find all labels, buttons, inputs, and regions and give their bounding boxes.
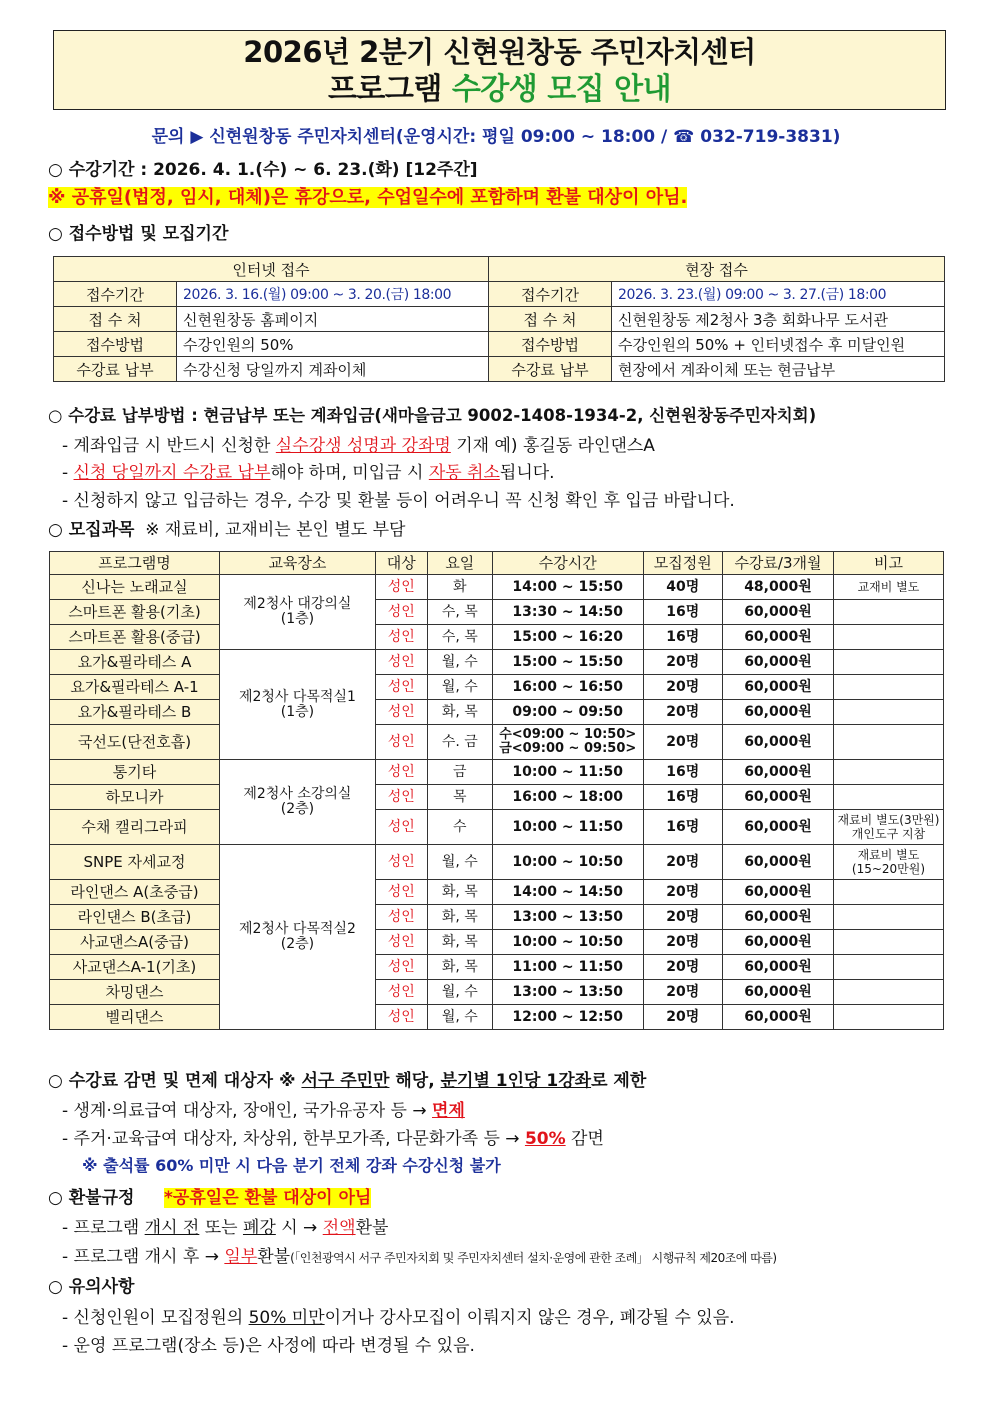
course-target: 성인	[375, 955, 427, 980]
course-capacity: 16명	[643, 625, 722, 650]
header-time: 수강시간	[492, 552, 643, 575]
course-time-line1: 수<09:00 ~ 10:50>	[499, 727, 637, 742]
course-location	[220, 650, 376, 760]
course-day: 월, 수	[427, 650, 492, 675]
course-note	[833, 930, 943, 955]
course-row	[50, 725, 944, 760]
course-fee: 60,000원	[722, 675, 833, 700]
course-target: 성인	[375, 845, 427, 880]
course-fee: 60,000원	[722, 700, 833, 725]
course-fee: 60,000원	[722, 905, 833, 930]
course-note	[833, 810, 943, 845]
course-fee: 60,000원	[722, 880, 833, 905]
course-location	[220, 575, 376, 650]
course-day: 월, 수	[427, 675, 492, 700]
course-time: 10:00 ~ 10:50	[492, 845, 643, 880]
course-location	[220, 760, 376, 845]
courses-header-row	[50, 552, 944, 575]
course-note-line1: 재료비 별도	[857, 848, 920, 862]
highlight-text: 전액	[322, 1218, 356, 1238]
course-time: 15:00 ~ 15:50	[492, 650, 643, 675]
reception-row	[54, 282, 945, 307]
course-name: 라인댄스 B(초급)	[50, 905, 220, 930]
refund-heading-note: *공휴일은 환불 대상이 아님	[164, 1188, 372, 1208]
course-capacity: 40명	[643, 575, 722, 600]
payment-bullet-3: - 신청하지 않고 입금하는 경우, 수강 및 환불 등이 어려우니 꼭 신청 확인 후 입금 바랍니다.	[62, 491, 735, 511]
underline-text: 서구 주민만	[301, 1071, 390, 1091]
course-day: 화, 목	[427, 905, 492, 930]
course-note	[833, 650, 943, 675]
reception-label: 접수기간	[54, 282, 177, 307]
course-name: SNPE 자세교정	[50, 845, 220, 880]
header-fee: 수강료/3개월	[722, 552, 833, 575]
location-line1: 제2청사 다목적실1	[238, 688, 356, 705]
underline-text: 50% 미만	[248, 1308, 325, 1328]
course-fee: 60,000원	[722, 785, 833, 810]
highlight-text: 자동 취소	[428, 463, 500, 483]
refund-bullet-1	[62, 1213, 388, 1238]
course-time: 10:00 ~ 10:50	[492, 930, 643, 955]
course-name: 스마트폰 활용(중급)	[50, 625, 220, 650]
caution-heading: ○ 유의사항	[48, 1277, 135, 1297]
course-name: 수채 캘리그라피	[50, 810, 220, 845]
text: - 주거·교육급여 대상자, 차상위, 한부모가족, 다문화가족 등 →	[62, 1129, 525, 1149]
header-location: 교육장소	[220, 552, 376, 575]
course-fee: 60,000원	[722, 760, 833, 785]
course-capacity: 16명	[643, 785, 722, 810]
location-line1: 제2청사 소강의실	[243, 786, 352, 802]
course-row	[50, 845, 944, 880]
discount-bullet-1	[62, 1096, 465, 1121]
title-line2-b: 수강생 모집 안내	[451, 72, 672, 107]
underline-text: 개시 전	[144, 1218, 200, 1238]
course-day: 화, 목	[427, 930, 492, 955]
course-note	[833, 1005, 943, 1030]
course-name: 라인댄스 A(초중급)	[50, 880, 220, 905]
reception-label: 수강료 납부	[489, 357, 612, 382]
course-time: 10:00 ~ 11:50	[492, 760, 643, 785]
caution-bullet-2: - 운영 프로그램(장소 등)은 사정에 따라 변경될 수 있음.	[62, 1336, 475, 1356]
course-row	[50, 810, 944, 845]
course-fee: 48,000원	[722, 575, 833, 600]
caution-bullet-1	[62, 1303, 735, 1328]
course-capacity: 20명	[643, 1005, 722, 1030]
course-day: 수. 금	[427, 725, 492, 760]
course-capacity: 20명	[643, 675, 722, 700]
course-row	[50, 785, 944, 810]
course-row	[50, 600, 944, 625]
course-day: 수, 목	[427, 600, 492, 625]
course-time: 13:30 ~ 14:50	[492, 600, 643, 625]
course-note-line2: 개인도구 지참	[851, 827, 926, 841]
course-row	[50, 930, 944, 955]
course-target: 성인	[375, 1005, 427, 1030]
course-time: 14:00 ~ 14:50	[492, 880, 643, 905]
course-note	[833, 625, 943, 650]
onsite-value: 신현원창동 제2청사 3층 회화나무 도서관	[612, 307, 945, 332]
course-capacity: 20명	[643, 980, 722, 1005]
courses-heading-row	[48, 515, 405, 540]
course-fee: 60,000원	[722, 650, 833, 675]
reception-row	[54, 332, 945, 357]
course-note	[833, 955, 943, 980]
course-time: 16:00 ~ 18:00	[492, 785, 643, 810]
course-note	[833, 845, 943, 880]
course-day: 월, 수	[427, 980, 492, 1005]
course-fee: 60,000원	[722, 980, 833, 1005]
course-note	[833, 600, 943, 625]
course-target: 성인	[375, 880, 427, 905]
location-line2: (1층)	[280, 703, 315, 720]
course-name: 요가&필라테스 B	[50, 700, 220, 725]
course-target: 성인	[375, 625, 427, 650]
holiday-notice-text: ※ 공휴일(법정, 임시, 대체)은 휴강으로, 수업일수에 포함하며 환불 대상이 아님.	[48, 187, 688, 208]
location-line1: 제2청사 다목적실2	[238, 921, 356, 937]
course-name: 통기타	[50, 760, 220, 785]
course-day: 수, 목	[427, 625, 492, 650]
reception-label: 접 수 처	[54, 307, 177, 332]
course-name: 차밍댄스	[50, 980, 220, 1005]
course-fee: 60,000원	[722, 725, 833, 760]
course-target: 성인	[375, 725, 427, 760]
course-time: 15:00 ~ 16:20	[492, 625, 643, 650]
underline-text: 폐강	[242, 1218, 276, 1238]
course-time: 11:00 ~ 11:50	[492, 955, 643, 980]
course-row	[50, 760, 944, 785]
course-fee: 60,000원	[722, 930, 833, 955]
highlight-text: 면제	[432, 1101, 465, 1121]
course-target: 성인	[375, 600, 427, 625]
course-target: 성인	[375, 760, 427, 785]
courses-note: ※ 재료비, 교재비는 본인 별도 부담	[145, 520, 406, 540]
course-note	[833, 905, 943, 930]
reception-heading: ○ 접수방법 및 모집기간	[48, 224, 229, 244]
holiday-notice	[48, 183, 687, 209]
text: - 프로그램	[62, 1218, 145, 1238]
location-line1: 제2청사 대강의실	[243, 596, 352, 612]
course-name: 하모니카	[50, 785, 220, 810]
course-note	[833, 980, 943, 1005]
course-target: 성인	[375, 980, 427, 1005]
contact-info: 문의 ▶ 신현원창동 주민자치센터(운영시간: 평일 09:00 ~ 18:00 / ☎ 032-719-3831)	[151, 127, 841, 147]
course-name: 국선도(단전호흡)	[50, 725, 220, 760]
course-fee: 60,000원	[722, 955, 833, 980]
reception-label: 수강료 납부	[54, 357, 177, 382]
course-capacity: 20명	[643, 845, 722, 880]
text: 이거나 강사모집이 이뤄지지 않은 경우, 폐강될 수 있음.	[324, 1308, 735, 1328]
course-target: 성인	[375, 575, 427, 600]
course-note	[833, 725, 943, 760]
online-value: 2026. 3. 16.(월) 09:00 ~ 3. 20.(금) 18:00	[177, 282, 489, 307]
online-value: 신현원창동 홈페이지	[177, 307, 489, 332]
course-target: 성인	[375, 700, 427, 725]
header-note: 비고	[833, 552, 943, 575]
onsite-value: 현장에서 계좌이체 또는 현금납부	[612, 357, 945, 382]
course-time-line2: 금<09:00 ~ 09:50>	[499, 741, 637, 756]
course-target: 성인	[375, 650, 427, 675]
course-capacity: 20명	[643, 930, 722, 955]
course-note	[833, 700, 943, 725]
course-capacity: 20명	[643, 650, 722, 675]
course-name: 사교댄스A-1(기초)	[50, 955, 220, 980]
text: 로 제한	[591, 1071, 647, 1091]
text: - 계좌입금 시 반드시 신청한	[62, 436, 276, 456]
reception-label: 접수방법	[54, 332, 177, 357]
course-row	[50, 650, 944, 675]
course-time: 14:00 ~ 15:50	[492, 575, 643, 600]
course-time	[492, 725, 643, 760]
reception-row	[54, 357, 945, 382]
text: 환불	[355, 1218, 389, 1238]
title-line1: 2026년 2분기 신현원창동 주민자치센터	[243, 35, 756, 69]
text: 해야 하며, 미입금 시	[270, 463, 429, 483]
text: 기재 예) 홍길동 라인댄스A	[450, 436, 655, 456]
attendance-note: ※ 출석률 60% 미만 시 다음 분기 전체 강좌 수강신청 불가	[82, 1156, 501, 1175]
text: 감면	[565, 1129, 604, 1149]
highlight-text: 50%	[524, 1129, 566, 1149]
course-time: 09:00 ~ 09:50	[492, 700, 643, 725]
text: - 신청인원이 모집정원의	[62, 1308, 249, 1328]
course-note	[833, 785, 943, 810]
location-line2: (1층)	[280, 611, 315, 627]
course-period: ○ 수강기간 : 2026. 4. 1.(수) ~ 6. 23.(화) [12주간]	[48, 160, 478, 180]
course-fee: 60,000원	[722, 845, 833, 880]
course-name: 요가&필라테스 A	[50, 650, 220, 675]
course-day: 화, 목	[427, 700, 492, 725]
text: 해당,	[389, 1071, 441, 1091]
course-fee: 60,000원	[722, 810, 833, 845]
course-row	[50, 575, 944, 600]
online-header: 인터넷 접수	[54, 257, 489, 282]
courses-heading: ○ 모집과목	[48, 520, 135, 540]
highlight-text: 실수강생 성명과 강좌명	[275, 436, 451, 456]
highlight-text: 신청 당일까지 수강료 납부	[73, 463, 271, 483]
course-row	[50, 700, 944, 725]
onsite-header: 현장 접수	[489, 257, 945, 282]
reception-row	[54, 307, 945, 332]
course-fee: 60,000원	[722, 625, 833, 650]
reception-table	[53, 256, 945, 382]
title-line2-a: 프로그램	[327, 72, 442, 107]
regulation-text: (「인천광역시 서구 주민자치회 및 주민자치센터 설치·운영에 관한 조례」 시행규칙 제20조에 따름)	[290, 1251, 777, 1265]
course-day: 목	[427, 785, 492, 810]
course-time: 13:00 ~ 13:50	[492, 980, 643, 1005]
reception-label: 접 수 처	[489, 307, 612, 332]
course-row	[50, 675, 944, 700]
text: - 생계·의료급여 대상자, 장애인, 국가유공자 등 →	[62, 1101, 433, 1121]
course-day: 화, 목	[427, 955, 492, 980]
payment-bullet-2	[62, 458, 555, 483]
location-line2: (2층)	[280, 801, 315, 817]
course-note: 교재비 별도	[833, 575, 943, 600]
course-day: 월, 수	[427, 1005, 492, 1030]
onsite-value: 2026. 3. 23.(월) 09:00 ~ 3. 27.(금) 18:00	[612, 282, 945, 307]
discount-bullet-2	[62, 1124, 604, 1149]
reception-label: 접수기간	[489, 282, 612, 307]
discount-heading	[48, 1066, 646, 1091]
course-location	[220, 845, 376, 1030]
course-capacity: 20명	[643, 880, 722, 905]
onsite-value: 수강인원의 50% + 인터넷접수 후 미달인원	[612, 332, 945, 357]
reception-label: 접수방법	[489, 332, 612, 357]
course-target: 성인	[375, 810, 427, 845]
title-box	[53, 30, 946, 110]
course-day: 수	[427, 810, 492, 845]
course-note-line1: 재료비 별도(3만원)	[837, 813, 940, 827]
header-day: 요일	[427, 552, 492, 575]
course-name: 신나는 노래교실	[50, 575, 220, 600]
course-row	[50, 1005, 944, 1030]
course-name: 스마트폰 활용(기초)	[50, 600, 220, 625]
course-note	[833, 675, 943, 700]
course-note	[833, 760, 943, 785]
course-fee: 60,000원	[722, 600, 833, 625]
course-capacity: 16명	[643, 600, 722, 625]
header-program: 프로그램명	[50, 552, 220, 575]
course-target: 성인	[375, 930, 427, 955]
refund-bullet-2	[62, 1242, 777, 1267]
course-row	[50, 955, 944, 980]
course-capacity: 20명	[643, 700, 722, 725]
course-row	[50, 625, 944, 650]
header-target: 대상	[375, 552, 427, 575]
course-name: 사교댄스A(중급)	[50, 930, 220, 955]
text: 됩니다.	[499, 463, 555, 483]
highlight-text: 일부	[224, 1247, 258, 1267]
course-capacity: 20명	[643, 955, 722, 980]
course-day: 금	[427, 760, 492, 785]
course-target: 성인	[375, 905, 427, 930]
course-row	[50, 980, 944, 1005]
text: -	[62, 463, 74, 483]
course-name: 벨리댄스	[50, 1005, 220, 1030]
underline-text: 분기별 1인당 1강좌	[440, 1071, 592, 1091]
course-capacity: 16명	[643, 760, 722, 785]
location-line2: (2층)	[280, 936, 315, 952]
course-row	[50, 880, 944, 905]
course-note	[833, 880, 943, 905]
text: - 프로그램 개시 후 →	[62, 1247, 225, 1267]
text: ○ 수강료 감면 및 면제 대상자 ※	[48, 1071, 302, 1091]
online-value: 수강신청 당일까지 계좌이체	[177, 357, 489, 382]
course-day: 월, 수	[427, 845, 492, 880]
refund-heading: ○ 환불규정	[48, 1188, 135, 1208]
course-time: 10:00 ~ 11:50	[492, 810, 643, 845]
course-target: 성인	[375, 675, 427, 700]
payment-heading: ○ 수강료 납부방법 : 현금납부 또는 계좌입금(새마을금고 9002-1408-1934-2, 신현원창동주민자치회)	[48, 406, 817, 425]
online-value: 수강인원의 50%	[177, 332, 489, 357]
course-time: 13:00 ~ 13:50	[492, 905, 643, 930]
course-time: 12:00 ~ 12:50	[492, 1005, 643, 1030]
course-row	[50, 905, 944, 930]
course-day: 화	[427, 575, 492, 600]
course-capacity: 20명	[643, 725, 722, 760]
refund-heading-row	[48, 1183, 371, 1208]
header-capacity: 모집정원	[643, 552, 722, 575]
text: 시 →	[275, 1218, 323, 1238]
title-line2	[54, 71, 945, 109]
course-target: 성인	[375, 785, 427, 810]
course-capacity: 20명	[643, 905, 722, 930]
course-note-line2: (15~20만원)	[851, 862, 926, 876]
course-name: 요가&필라테스 A-1	[50, 675, 220, 700]
text: 또는	[199, 1218, 243, 1238]
course-fee: 60,000원	[722, 1005, 833, 1030]
payment-bullet-1	[62, 431, 655, 456]
course-time: 16:00 ~ 16:50	[492, 675, 643, 700]
courses-table	[49, 551, 944, 1030]
course-capacity: 16명	[643, 810, 722, 845]
course-day: 화, 목	[427, 880, 492, 905]
text: 환불	[257, 1247, 291, 1267]
